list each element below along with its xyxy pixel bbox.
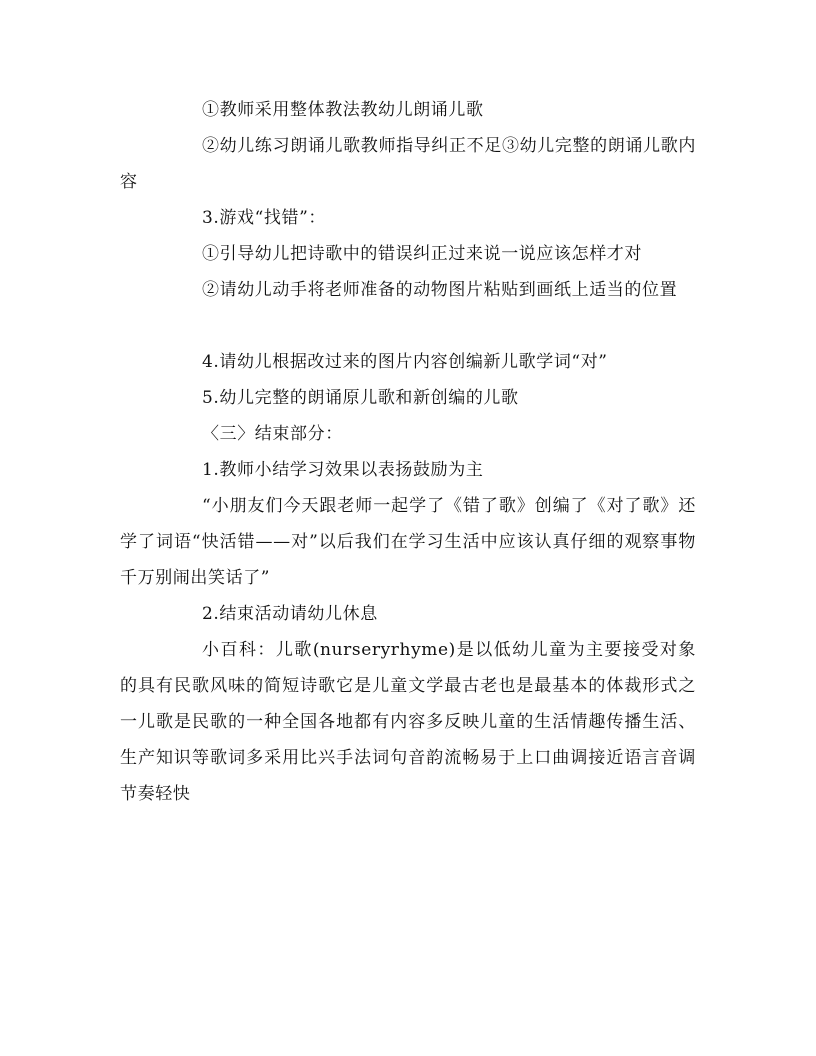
paragraph-game-step-1: ①引导幼儿把诗歌中的错误纠正过来说一说应该怎样才对 — [202, 244, 642, 264]
section-heading-closing: 〈三〉结束部分： — [202, 424, 343, 444]
paragraph-game-step-2: ②请幼儿动手将老师准备的动物图片粘贴到画纸上适当的位置 — [202, 280, 678, 300]
paragraph-item-5: 5.幼儿完整的朗诵原儿歌和新创编的儿歌 — [202, 388, 519, 408]
paragraph-closing-2: 2.结束活动请幼儿休息 — [202, 604, 378, 624]
paragraph-teacher-quote: “小朋友们今天跟老师一起学了《错了歌》创编了《对了歌》还学了词语“快活错——对”以后我们在学习生活中应该认真仔细的观察事物千万别闹出笑话了” — [120, 496, 696, 588]
paragraph-item-4: 4.请幼儿根据改过来的图片内容创编新儿歌学词“对” — [202, 352, 608, 372]
paragraph-closing-1: 1.教师小结学习效果以表扬鼓励为主 — [202, 460, 484, 480]
paragraph-encyclopedia: 小百科：儿歌(nurseryrhyme)是以低幼儿童为主要接受对象的具有民歌风味的简短诗歌它是儿童文学最古老也是最基本的体裁形式之一儿歌是民歌的一种全国各地都有内容多反映儿童的生活情趣传播生活、生产知识等歌词多采用比兴手法词句音韵流畅易于上口曲调接近语言音调节奏轻快 — [120, 640, 696, 804]
paragraph-step-2: ②幼儿练习朗诵儿歌教师指导纠正不足③幼儿完整的朗诵儿歌内容 — [120, 136, 696, 192]
paragraph-game-heading: 3.游戏“找错”： — [202, 208, 327, 228]
paragraph-step-1: ①教师采用整体教法教幼儿朗诵儿歌 — [202, 100, 484, 120]
